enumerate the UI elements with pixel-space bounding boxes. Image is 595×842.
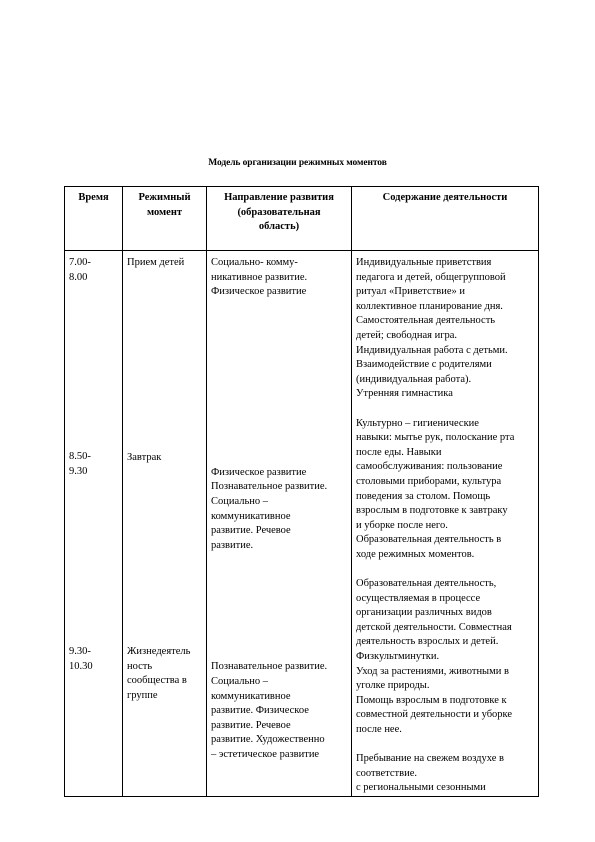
time-slot: 8.50- 9.30 (69, 451, 91, 477)
header-time: Время (65, 187, 123, 251)
moment-cell (123, 251, 207, 797)
direction-item: Физическое развитие Познавательное развитие. Социально – коммуникативное развитие. Речевое развитие. (211, 466, 328, 551)
content-paragraph: Пребывание на свежем воздухе в соответствие. с региональными сезонными (356, 753, 504, 794)
paragraph-spacer (356, 562, 535, 577)
table-header-row (65, 187, 539, 251)
time-slot: 7.00- 8.00 (69, 257, 91, 283)
paragraph-spacer (356, 402, 535, 417)
direction-cell (207, 251, 352, 797)
moment-item: Завтрак (127, 451, 162, 463)
header-content: Содержание деятельности (352, 187, 539, 251)
table-row (65, 251, 539, 797)
regime-table (64, 186, 539, 797)
content-cell (352, 251, 539, 797)
content-paragraph: Индивидуальные приветствия педагога и детей, общегрупповой ритуал «Приветствие» и коллективное планирование дня. Самостоятельная деятельность детей; свободная игра. Индивидуальная работа с детьми. Взаимодействие с родителями (индивидуальная работа). Утренняя гимнастика (356, 257, 508, 400)
moment-item: Жизнедеятель ность сообщества в группе (127, 646, 191, 701)
direction-item: Социально- комму- никативное развитие. Физическое развитие (211, 257, 308, 298)
content-paragraph: Культурно – гигиенические навыки: мытье рук, полоскание рта после еды. Навыки самообслуживания: пользование столовыми приборами, культура поведения за столом. Помощь взрослым в подготовке к завтраку и уборке после него. Образовательная деятельность в ходе режимных моментов. (356, 417, 515, 560)
time-slot: 9.30- 10.30 (69, 646, 93, 672)
paragraph-spacer (356, 738, 535, 753)
header-direction: Направление развития (образовательная область) (207, 187, 352, 251)
time-cell (65, 251, 123, 797)
header-moment: Режимный момент (123, 187, 207, 251)
content-paragraph: Образовательная деятельность, осуществляемая в процессе организации различных видов детской деятельности. Совместная деятельность взрослых и детей. Физкультминутки. Уход за растениями, животными в уголке природы. Помощь взрослым в подготовке к совместной деятельности и уборке после нее. (356, 578, 513, 735)
direction-item: Познавательное развитие. Социально – коммуникативное развитие. Физическое развитие. Речевое развитие. Художественно – эстетическое развитие (211, 661, 328, 760)
document-title: Модель организации режимных моментов (208, 158, 387, 168)
moment-item: Прием детей (127, 257, 185, 268)
